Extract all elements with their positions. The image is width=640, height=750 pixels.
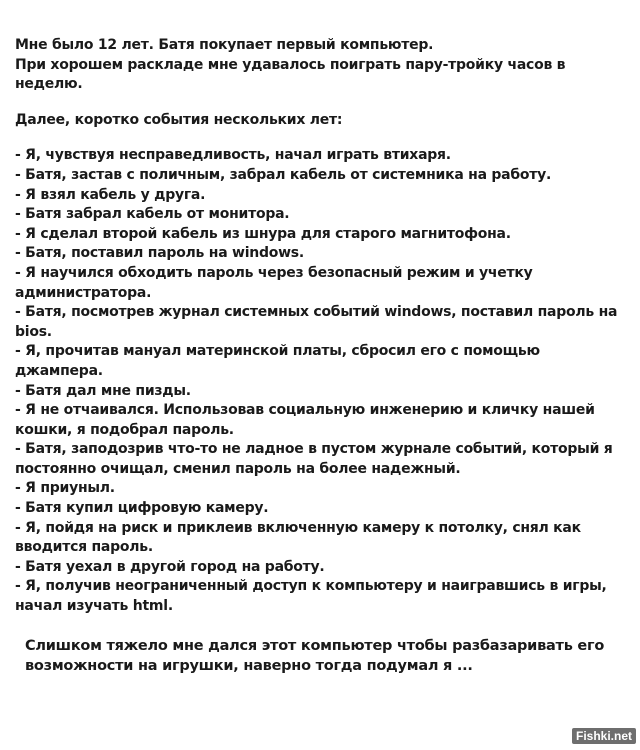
list-item: - Я приуныл.: [15, 480, 115, 497]
list-item: - Батя уехал в другой город на работу.: [15, 558, 325, 575]
list-item: - Батя, посмотрев журнал системных событий windows, поставил пароль на bios.: [15, 304, 618, 340]
intro-line-2: При хорошем раскладе мне удавалось поиграть пару-тройку часов в неделю.: [15, 56, 566, 93]
list-item: - Батя купил цифровую камеру.: [15, 500, 269, 517]
intro-line-1: Мне было 12 лет. Батя покупает первый компьютер.: [15, 37, 434, 53]
events-list: [15, 146, 627, 616]
subheading: Далее, коротко события нескольких лет:: [15, 111, 343, 128]
list-item: - Я, пойдя на риск и приклеив включенную камеру к потолку, снял как вводится пароль.: [15, 519, 581, 556]
list-item: - Батя, заподозрив что-то не ладное в пустом журнале событий, который я постоянно очищал, сменил пароль на более надежный.: [15, 441, 613, 477]
document-body: [15, 36, 627, 676]
list-item: - Я взял кабель у друга.: [15, 186, 206, 203]
list-item: - Я сделал второй кабель из шнура для старого магнитофона.: [15, 225, 511, 242]
list-item: - Батя забрал кабель от монитора.: [15, 206, 290, 223]
closing-paragraph: Слишком тяжело мне дался этот компьютер чтобы разбазаривать его возможности на игрушки, наверно тогда подумал я ...: [25, 637, 605, 674]
list-item: - Батя дал мне пизды.: [15, 382, 191, 399]
list-item: - Я, чувствуя несправедливость, начал играть втихаря.: [15, 147, 451, 164]
list-item: - Батя, поставил пароль на windows.: [15, 245, 304, 262]
watermark-logo: Fishki.net: [572, 728, 636, 744]
list-item: - Я не отчаивался. Использовав социальную инженерию и кличку нашей кошки, я подобрал пароль.: [15, 402, 595, 438]
list-item: - Я, прочитав мануал материнской платы, сбросил его с помощью джампера.: [15, 343, 540, 379]
list-item: - Я научился обходить пароль через безопасный режим и учетку администратора.: [15, 264, 533, 301]
list-item: - Я, получив неограниченный доступ к компьютеру и наигравшись в игры, начал изучать html.: [15, 578, 607, 615]
list-item: - Батя, застав с поличным, забрал кабель от системника на работу.: [15, 166, 552, 183]
